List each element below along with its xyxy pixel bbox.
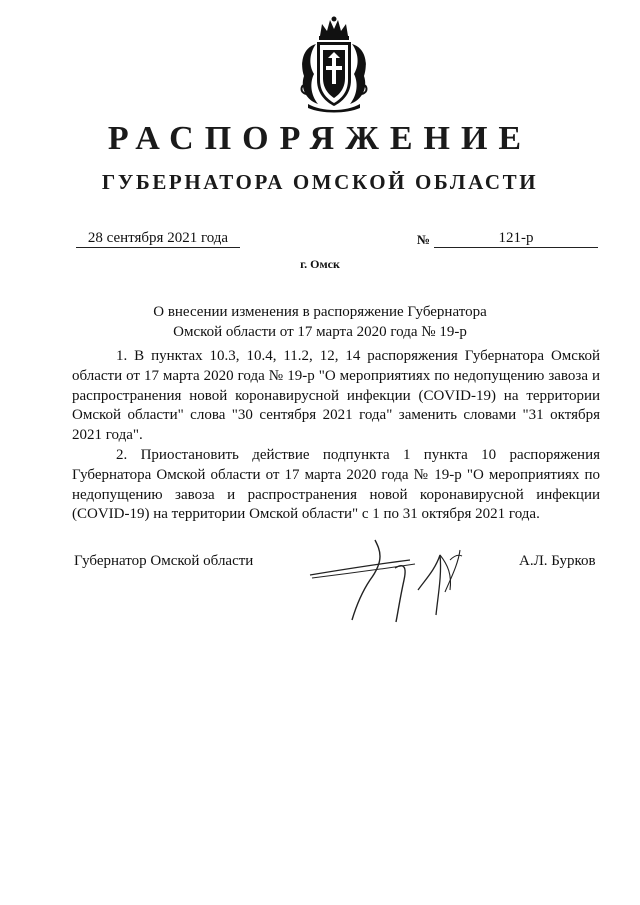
coat-of-arms-icon [296,14,372,114]
document-city: г. Омск [300,257,340,271]
document-title: РАСПОРЯЖЕНИЕ [107,120,533,157]
number-field [434,229,598,248]
handwritten-signature [300,520,500,630]
document-body [72,347,600,525]
number-sign: № [417,232,431,247]
document-subtitle: ГУБЕРНАТОРА ОМСКОЙ ОБЛАСТИ [101,170,539,194]
document-subject [0,302,640,342]
signatory-name: А.Л. Бурков [519,553,596,569]
subject-line-1: О внесении изменения в распоряжение Губернатора [153,304,487,320]
document-number: 121-р [498,230,534,246]
date-field [76,229,240,248]
subject-line-2: Омской области от 17 марта 2020 года № 19-р [173,324,467,340]
signatory-role: Губернатор Омской области [74,553,254,569]
document-date: 28 сентября 2021 года [87,230,229,246]
paragraph-2: 2. Приостановить действие подпункта 1 пункта 10 распоряжения Губернатора Омской области от 17 марта 2020 года № 19-р "О мероприятиях по недопущению завоза и распространения новой коронавирусной инфекции (COVID-19) на территории Омской области" с 1 по 31 октября 2021 года. [72,446,600,523]
paragraph-1: 1. В пунктах 10.3, 10.4, 11.2, 12, 14 распоряжения Губернатора Омской области от 17 марта 2020 года № 19-р "О мероприятиях по недопущению завоза и распространения новой коронавирусной инфекции (COVID-19) на территории Омской области" слова "30 сентября 2021 года" заменить словами "31 октября 2021 года". [72,348,600,444]
